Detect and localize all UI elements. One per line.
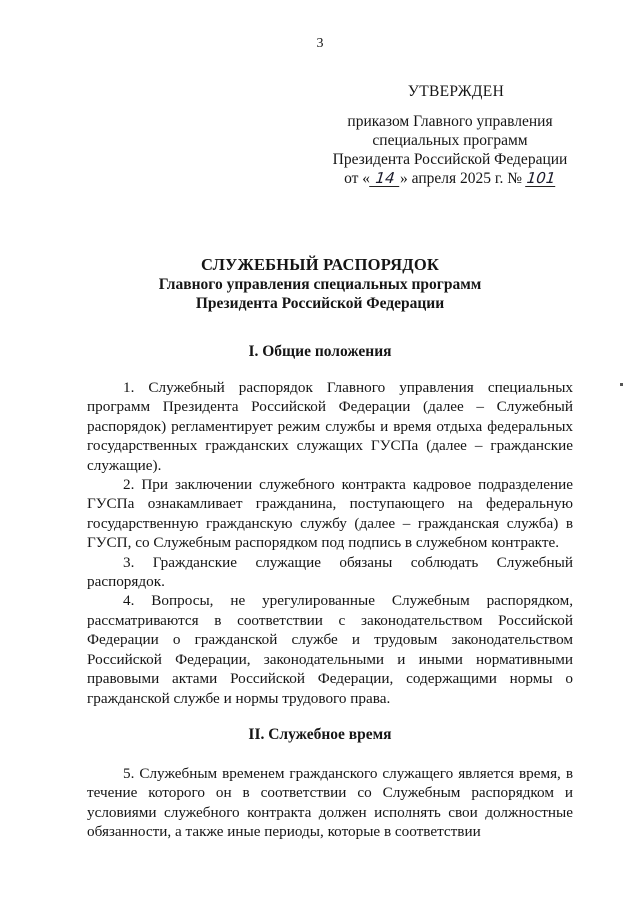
paragraph-4: 4. Вопросы, не урегулированные Служебным распорядком, рассматриваются в соответствии с законодательством Российской Федерации о гражданской службе и трудовым законодательством Российской Федерации, законодательными и иными нормативными правовыми актами Российской Федерации, содержащими нормы о гражданской службе и нормы трудового права. <box>87 592 573 707</box>
document-subtitle-2: Президента Российской Федерации <box>195 295 445 312</box>
date-prefix: от « <box>344 170 371 187</box>
approved-label: УТВЕРЖДЕН <box>407 83 505 100</box>
handwritten-order-number: 101 <box>525 169 557 187</box>
approval-date-line <box>330 169 570 188</box>
approval-line-1: приказом Главного управления <box>347 113 553 130</box>
handwritten-day: 14 <box>369 171 401 187</box>
section-2-body <box>87 764 573 842</box>
section-1-heading: I. Общие положения <box>248 343 392 360</box>
approval-line-3: Президента Российской Федерации <box>332 151 568 168</box>
section-1-body <box>87 378 573 708</box>
date-middle: » апреля 2025 г. № <box>400 170 523 187</box>
paragraph-3: 3. Гражданские служащие обязаны соблюдать Служебный распорядок. <box>87 553 573 591</box>
paragraph-5: 5. Служебным временем гражданского служащего является время, в течение которого он в соответствии со Служебным распорядком и условиями служебного контракта должен исполнять свои должностные обязанности, а также иные периоды, которые в соответствии <box>87 765 573 841</box>
document-subtitle-1: Главного управления специальных программ <box>158 276 482 293</box>
margin-mark <box>620 383 623 386</box>
page-number: 3 <box>316 36 324 51</box>
paragraph-1: 1. Служебный распорядок Главного управления специальных программ Президента Российской Федерации (далее – Служебный распорядок) регламентирует режим службы и время отдыха федеральных государственных гражданских служащих ГУСПа (далее – гражданские служащие). <box>87 379 573 474</box>
approval-stamp <box>330 82 570 188</box>
document-title: СЛУЖЕБНЫЙ РАСПОРЯДОК <box>200 255 440 274</box>
document-title-block <box>0 254 640 313</box>
approval-line-2: специальных программ <box>372 132 528 149</box>
section-2-heading: II. Служебное время <box>248 726 392 743</box>
paragraph-2: 2. При заключении служебного контракта кадровое подразделение ГУСПа ознакамливает гражданина, поступающего на федеральную государственную гражданскую службу (далее – гражданская служба) в ГУСП, со Служебным распорядком под подпись в служебном контракте. <box>87 476 573 552</box>
